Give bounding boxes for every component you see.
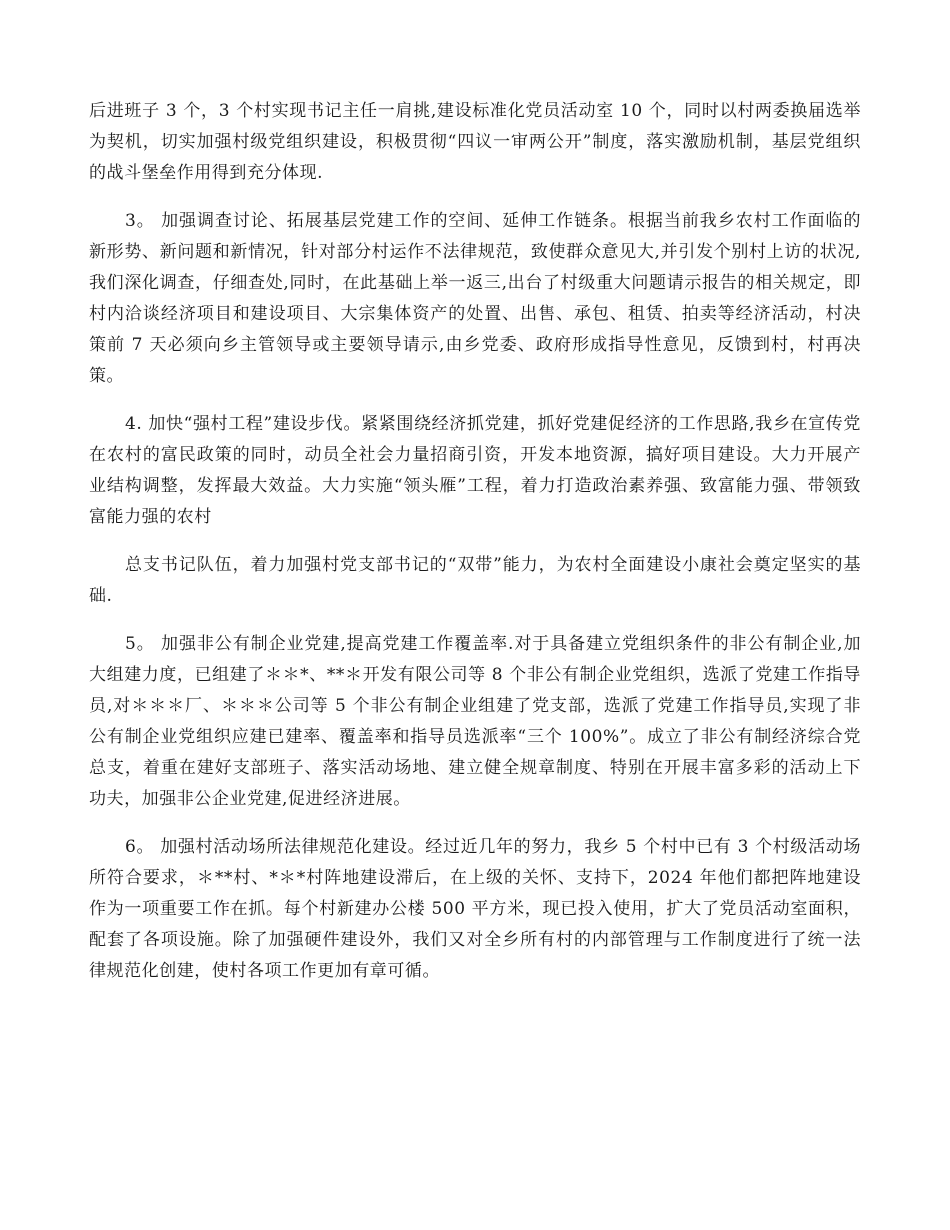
paragraph-item-6: 6。 加强村活动场所法律规范化建设。经过近几年的努力，我乡 5 个村中已有 3 个村级活动场所符合要求，＊**村、*＊*村阵地建设滞后，在上级的关怀、支持下，2024 年他们都把阵地建设作为一项重要工作在抓。每个村新建办公楼 500 平方米，现已投入使用，扩大了党员活动室面积，配套了各项设施。除了加强硬件建设外，我们又对全乡所有村的内部管理与工作制度进行了统一法律规范化创建，使村各项工作更加有章可循。 <box>89 837 861 981</box>
paragraph-item-4-continued: 总支书记队伍，着力加强村党支部书记的“双带”能力，为农村全面建设小康社会奠定坚实的基础. <box>89 555 861 606</box>
paragraph-item-4: 4. 加快“强村工程”建设步伐。紧紧围绕经济抓党建，抓好党建促经济的工作思路,我乡在宣传党在农村的富民政策的同时，动员全社会力量招商引资，开发本地资源，搞好项目建设。大力开展产业结构调整，发挥最大效益。大力实施“领头雁”工程，着力打造政治素养强、致富能力强、带领致富能力强的农村 <box>89 414 861 527</box>
document-body <box>89 96 861 1004</box>
paragraph-item-3: 3。 加强调查讨论、拓展基层党建工作的空间、延伸工作链条。根据当前我乡农村工作面临的新形势、新问题和新情况，针对部分村运作不法律规范，致使群众意见大,并引发个别村上访的状况,我们深化调查，仔细查处,同时，在此基础上举一返三,出台了村级重大问题请示报告的相关规定，即村内洽谈经济项目和建设项目、大宗集体资产的处置、出售、承包、租赁、拍卖等经济活动，村决策前 7 天必须向乡主管领导或主要领导请示,由乡党委、政府形成指导性意见，反馈到村，村再决策。 <box>89 211 861 386</box>
paragraph-item-5: 5。 加强非公有制企业党建,提高党建工作覆盖率.对于具备建立党组织条件的非公有制企业,加大组建力度，已组建了＊＊*、**＊开发有限公司等 8 个非公有制企业党组织，选派了党建工作指导员,对＊＊＊厂、＊＊＊公司等 5 个非公有制企业组建了党支部，选派了党建工作指导员,实现了非公有制企业党组织应建已建率、覆盖率和指导员选派率“三个 100%”。成立了非公有制经济综合党总支，着重在建好支部班子、落实活动场地、建立健全规章制度、特别在开展丰富多彩的活动上下功夫，加强非公企业党建,促进经济进展。 <box>89 634 861 809</box>
paragraph-continuation: 后进班子 3 个，3 个村实现书记主任一肩挑,建设标准化党员活动室 10 个，同时以村两委换届选举为契机，切实加强村级党组织建设，积极贯彻“四议一审两公开”制度，落实激励机制，基层党组织的战斗堡垒作用得到充分体现. <box>89 101 861 183</box>
